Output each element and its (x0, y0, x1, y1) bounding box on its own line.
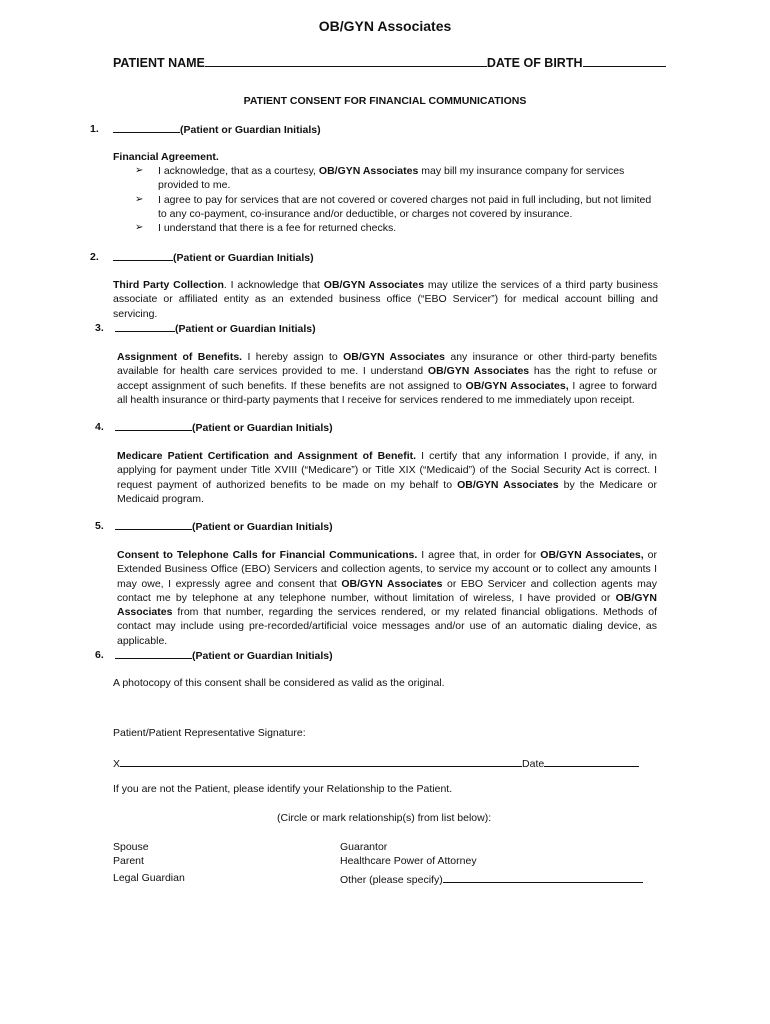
initials-line (113, 123, 321, 136)
list-item: ➢ I agree to pay for services that are not covered or covered charges not paid in full including, but not limited to any co-payment, co-insurance and/or deductible, or charges not covered by insurance. (135, 193, 652, 220)
initials-line (115, 520, 333, 533)
section-number: 4. (95, 421, 104, 433)
initials-field[interactable] (115, 322, 175, 332)
financial-agreement-list (135, 164, 660, 235)
initials-label: (Patient or Guardian Initials) (173, 252, 314, 264)
relationship-option-other (340, 871, 643, 887)
signature-field[interactable] (120, 755, 522, 767)
relationship-option-parent[interactable]: Parent (113, 855, 144, 867)
telephone-consent-paragraph: Consent to Telephone Calls for Financial Communications. I agree that, in order for OB/GYN Associates, or Extended Business Office (EBO) Servicers and collection agents, to service my account or to collect any amounts I may owe, I expressly agree and consent that OB/GYN Associates or EBO Servicer and collection agents may contact me by telephone at any telephone number, without limitation of wireless, I have provided or OB/GYN Associates from that number, regarding the services rendered, or my related financial obligations. Methods of contact may include using pre-recorded/artificial voice messages and/or use of an automatic dialing device, as applicable. (117, 549, 657, 647)
patient-name-field[interactable] (205, 55, 487, 67)
initials-line (115, 649, 333, 662)
date-label: Date (522, 758, 545, 770)
relationship-option-healthcare-poa[interactable]: Healthcare Power of Attorney (340, 855, 477, 867)
initials-field[interactable] (115, 520, 192, 530)
relationship-option-guarantor[interactable]: Guarantor (340, 841, 388, 853)
circle-prompt: (Circle or mark relationship(s) from list below): (277, 812, 492, 824)
dob-field[interactable] (583, 55, 666, 67)
section-number: 2. (90, 251, 99, 263)
initials-line (113, 251, 314, 264)
list-item: ➢ I acknowledge, that as a courtesy, OB/GYN Associates may bill my insurance company for services provided to me. (135, 165, 625, 192)
section-number: 5. (95, 520, 104, 532)
initials-label: (Patient or Guardian Initials) (192, 650, 333, 662)
arrow-bullet-icon: ➢ (135, 222, 144, 234)
initials-field[interactable] (115, 649, 192, 659)
section-number: 1. (90, 123, 99, 135)
signature-label: Patient/Patient Representative Signature: (113, 727, 306, 739)
section-number: 3. (95, 322, 104, 334)
section-heading: Financial Agreement. (113, 151, 219, 163)
patient-name-label: PATIENT NAME (113, 56, 205, 70)
photocopy-notice: A photocopy of this consent shall be considered as valid as the original. (113, 677, 445, 689)
list-item: ➢ I understand that there is a fee for returned checks. (135, 222, 397, 235)
initials-line (115, 322, 316, 335)
relationship-option-spouse[interactable]: Spouse (113, 841, 149, 853)
medicare-certification-paragraph: Medicare Patient Certification and Assignment of Benefit. I certify that any information I provide, if any, in applying for payment under Title XVIII (“Medicare”) or Title XIX (“Medicaid”) of the Social Security Act is correct. I request payment of authorized benefits to be made on my behalf to OB/GYN Associates by the Medicare or Medicaid program. (117, 450, 657, 505)
practice-title: OB/GYN Associates (318, 18, 452, 34)
other-label[interactable]: Other (please specify) (340, 874, 443, 886)
arrow-bullet-icon: ➢ (135, 165, 144, 176)
initials-label: (Patient or Guardian Initials) (180, 124, 321, 136)
form-subtitle: PATIENT CONSENT FOR FINANCIAL COMMUNICATIONS (243, 95, 527, 107)
patient-info-line (113, 55, 658, 70)
signature-x-label: X (113, 758, 121, 770)
initials-field[interactable] (113, 251, 173, 261)
assignment-of-benefits-paragraph: Assignment of Benefits. I hereby assign to OB/GYN Associates any insurance or other third-party benefits available for health care services provided to me. I understand OB/GYN Associates has the right to refuse or accept assignment of such benefits. If these benefits are not assigned to OB/GYN Associates, I agree to forward all health insurance or third-party payments that I receive for services rendered to me immediately upon receipt. (117, 351, 657, 406)
initials-label: (Patient or Guardian Initials) (192, 422, 333, 434)
initials-label: (Patient or Guardian Initials) (192, 521, 333, 533)
initials-field[interactable] (113, 123, 180, 133)
relationship-prompt: If you are not the Patient, please identify your Relationship to the Patient. (113, 783, 453, 795)
section-number: 6. (95, 649, 104, 661)
initials-label: (Patient or Guardian Initials) (175, 323, 316, 335)
date-field[interactable] (544, 755, 639, 767)
third-party-collection-paragraph: Third Party Collection. I acknowledge that OB/GYN Associates may utilize the services of a third party business associate or affiliated entity as an extended business office (“EBO Servicer”) for medical account billing and servicing. (113, 279, 658, 320)
arrow-bullet-icon: ➢ (135, 193, 144, 205)
other-specify-field[interactable] (443, 871, 643, 883)
initials-line (115, 421, 333, 434)
signature-line (113, 755, 648, 770)
relationship-option-legal-guardian[interactable]: Legal Guardian (113, 872, 185, 884)
initials-field[interactable] (115, 421, 192, 431)
dob-label: DATE OF BIRTH (486, 56, 583, 70)
